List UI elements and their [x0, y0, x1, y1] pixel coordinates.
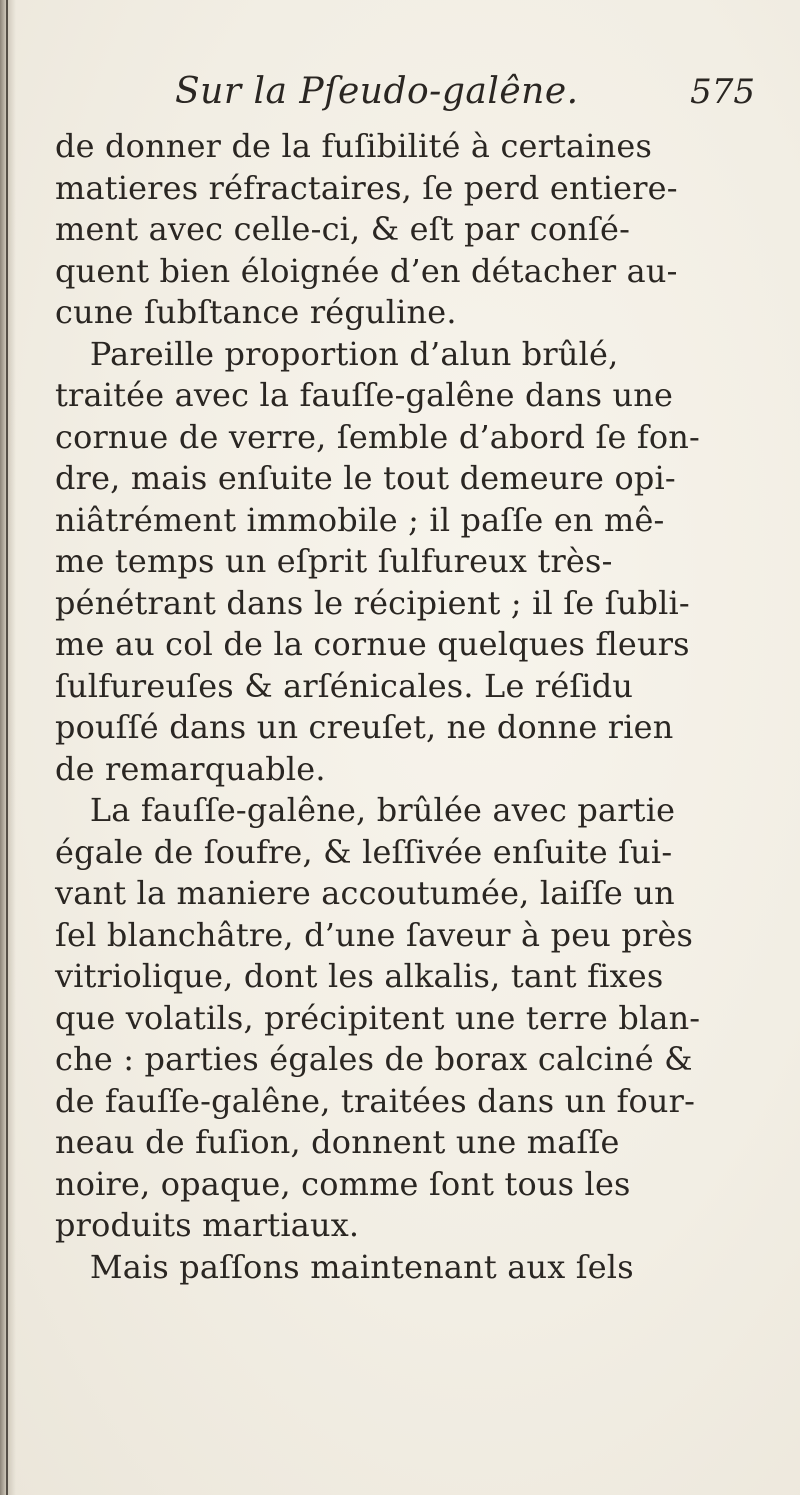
page-edge: [6, 0, 8, 1495]
running-head: Sur la Pſeudo-galêne.: [175, 71, 579, 112]
text-line: matieres réfractaires, ſe perd entiere-: [55, 168, 678, 207]
text-line: me au col de la cornue quelques fleurs: [55, 625, 690, 663]
text-line: pénétrant dans le récipient ; il ſe ſubli-: [55, 583, 690, 622]
text-line: ment avec celle-ci, & eſt par conſé-: [55, 210, 631, 248]
text-line: ſel blanchâtre, d’une ſaveur à peu près: [55, 915, 694, 954]
text-line: vitriolique, dont les alkalis, tant fixes: [55, 957, 664, 995]
text-line: noire, opaque, comme ſont tous les: [55, 1164, 631, 1203]
text-line: neau de fuſion, donnent une maſſe: [55, 1123, 620, 1161]
text-line: La fauſſe-galêne, brûlée avec partie: [89, 791, 676, 829]
text-line: vant la maniere accoutumée, laiſſe un: [55, 874, 675, 912]
text-line: niâtrément immobile ; il paſſe en mê-: [55, 500, 665, 539]
page-number: 575: [690, 72, 755, 112]
text-line: égale de ſoufre, & leſſivée enſuite ſui-: [55, 832, 673, 871]
text-line: de fauſſe-galêne, traitées dans un four-: [55, 1081, 696, 1120]
body-text: [55, 126, 775, 1288]
text-line: che : parties égales de borax calciné &: [55, 1040, 693, 1078]
text-line: ſulfureuſes & arſénicales. Le réſidu: [55, 666, 634, 705]
text-line: cune ſubſtance réguline.: [55, 293, 457, 331]
text-line: pouſſé dans un creuſet, ne donne rien: [55, 708, 674, 746]
text-line: de donner de la fuſibilité à certaines: [55, 127, 653, 165]
text-line: que volatils, précipitent une terre blan-: [55, 998, 701, 1037]
text-line: Mais paſſons maintenant aux ſels: [89, 1247, 634, 1286]
gutter-shadow: [0, 0, 16, 1495]
text-line: produits martiaux.: [55, 1206, 360, 1244]
text-line: traitée avec la fauſſe-galêne dans une: [55, 376, 674, 414]
text-line: Pareille proportion d’alun brûlé,: [89, 334, 619, 373]
text-line: me temps un eſprit ſulfureux très-: [55, 542, 613, 580]
text-line: cornue de verre, ſemble d’abord ſe fon-: [55, 417, 701, 456]
text-line: quent bien éloignée d’en détacher au-: [55, 251, 678, 290]
text-line: de remarquable.: [55, 749, 326, 788]
page-header: [55, 72, 755, 122]
text-line: dre, mais enſuite le tout demeure opi-: [55, 459, 676, 497]
